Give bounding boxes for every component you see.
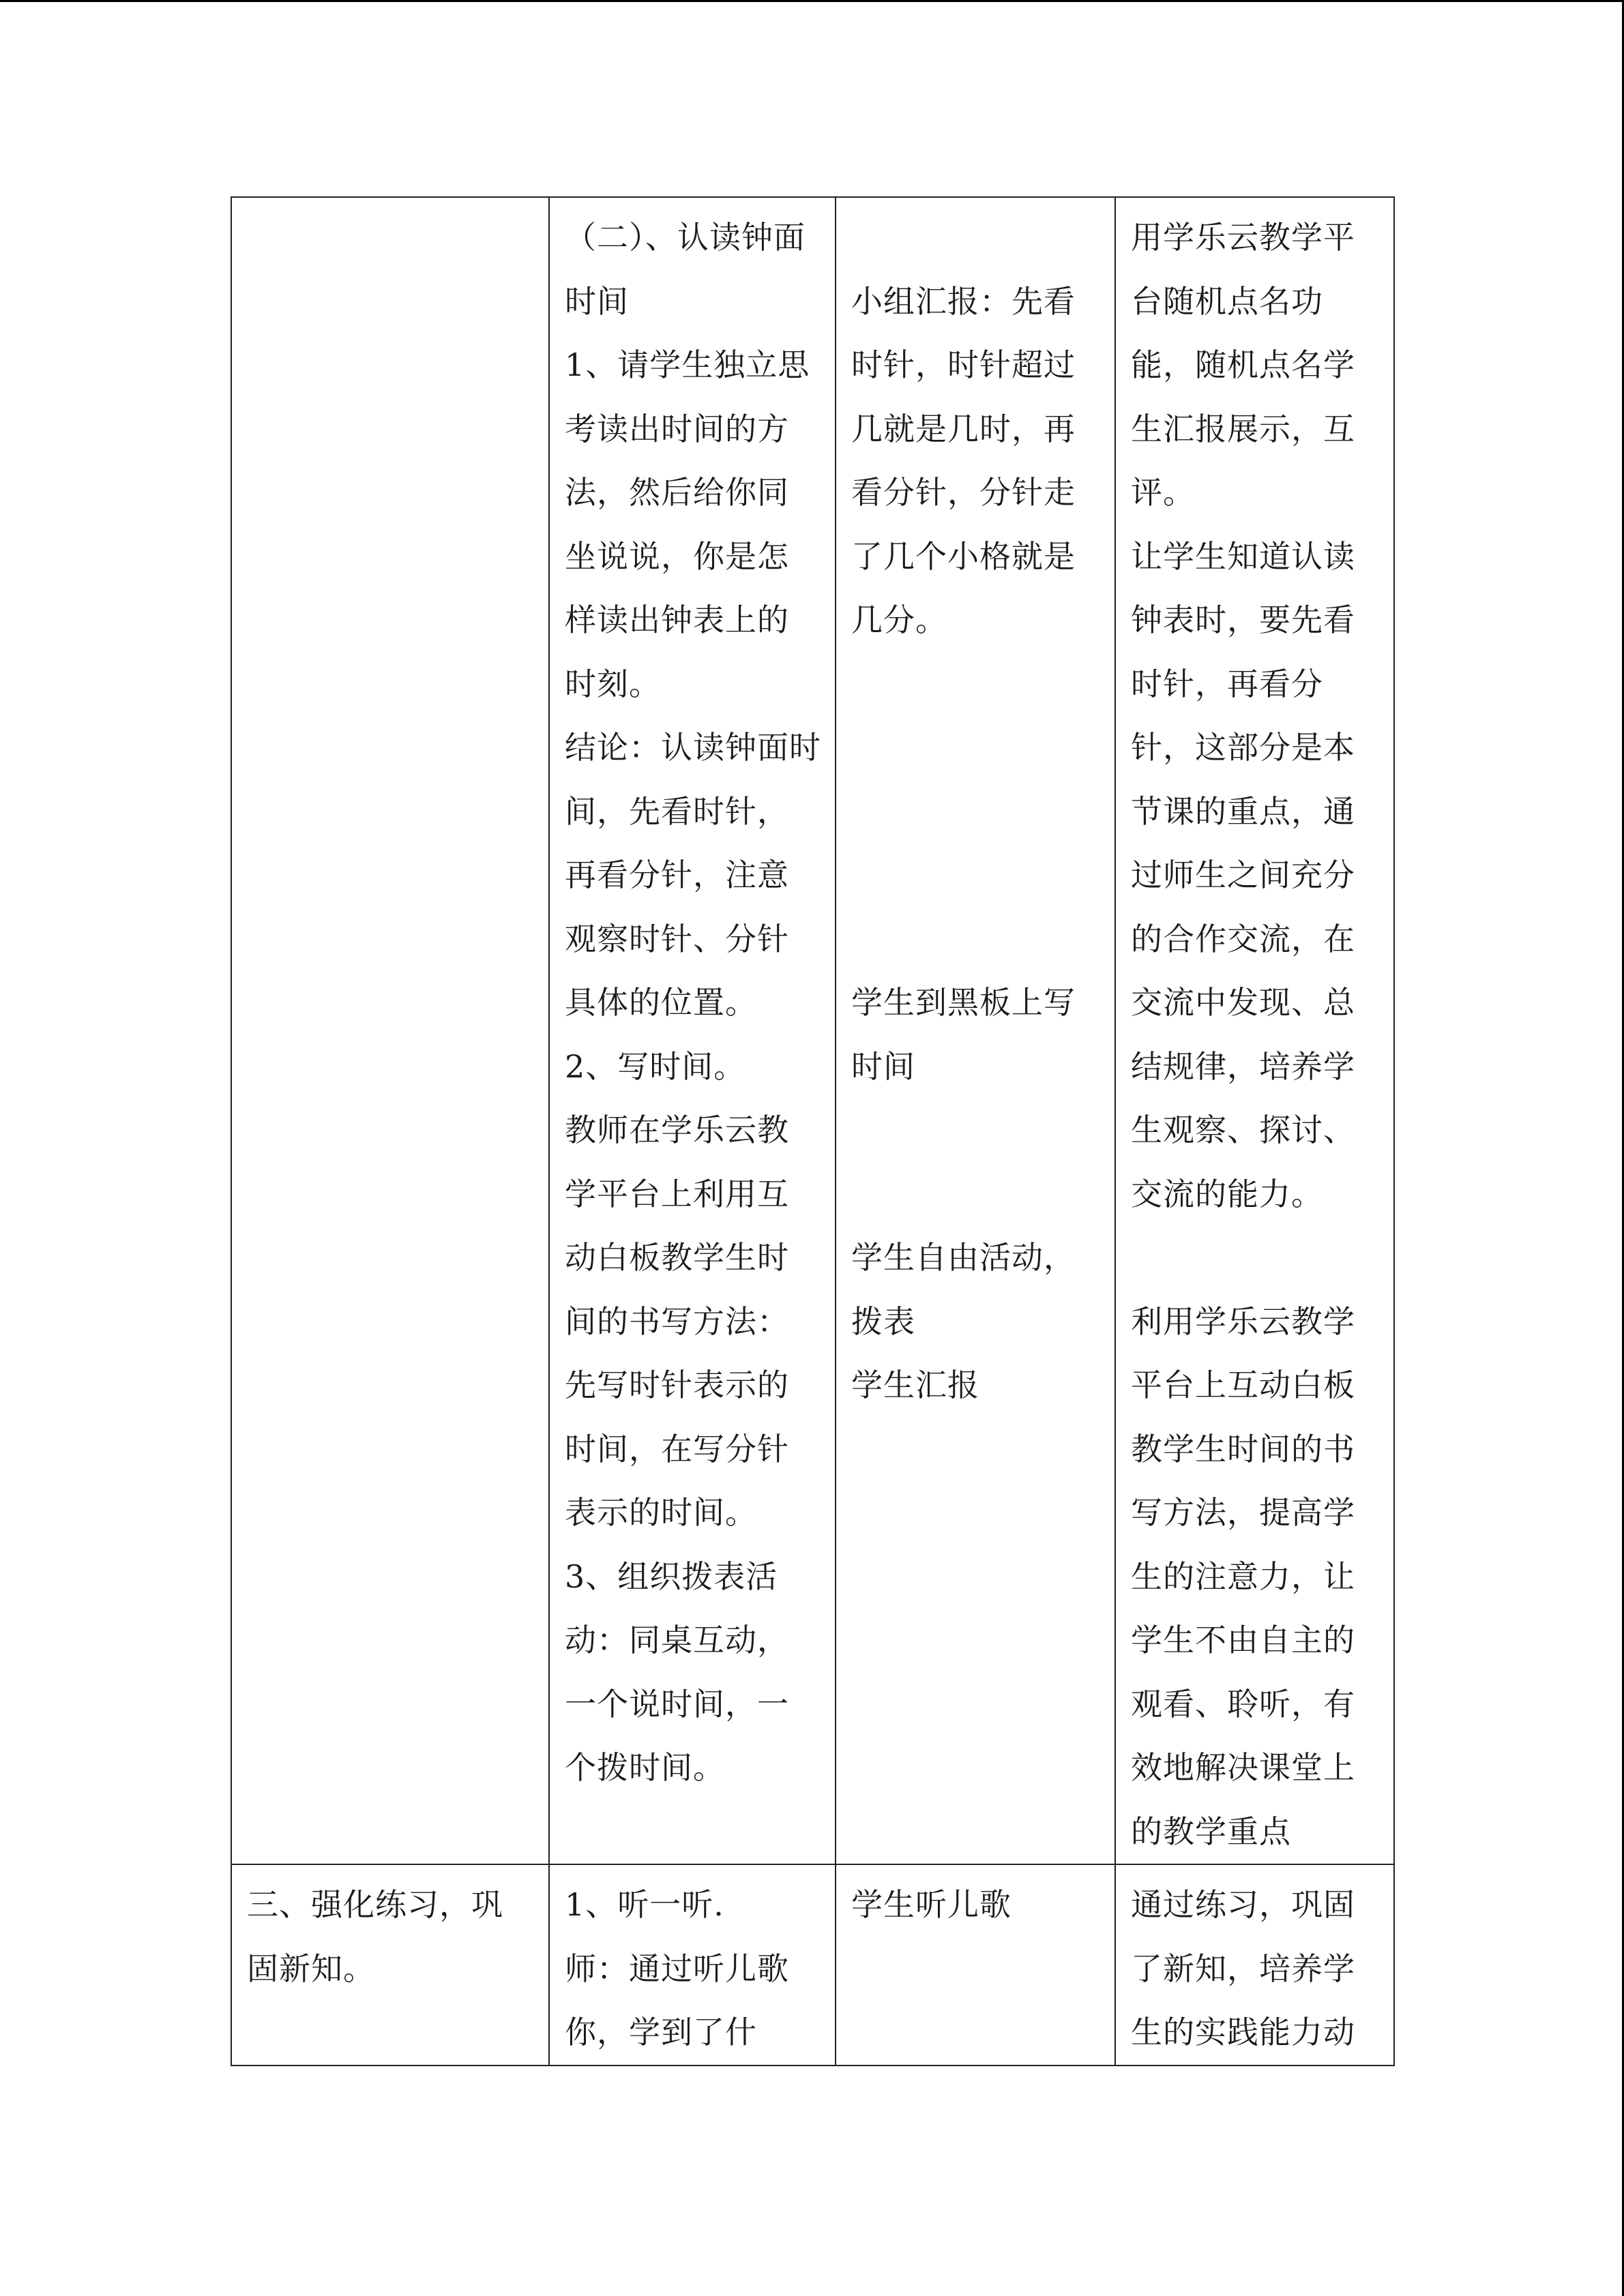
design-intent-cell (1115, 1864, 1394, 2066)
student-activity-text: 小组汇报：先看 时针，时针超过 几就是几时，再 看分针，分针走 了几个小格就是 几分。 学生到黑板上写 时间 学生自由活动， 拨表 学生汇报 (851, 282, 1076, 1403)
teacher-activity-text: 1、听一听. 师：通过听儿歌 你，学到了什 (565, 1886, 789, 2051)
teacher-activity-text: （二）、认读钟面 时间 1、请学生独立思 考读出时间的方 法，然后给你同 坐说说，你是怎 样读出钟表上的 时刻。 结论：认读钟面时 间，先看时针， 再看分针，注意 观察时针、分针 具体的位置。 2、写时间。 教师在学乐云教 学平台上利用互 动白板教学生时 间的书写方法： 先写时针表示的 时间，在写分针 表示的时间。 3、组织拨表活 动：同桌互动， 一个说时间，一 个拨时间。 (565, 219, 821, 1786)
teacher-activity-cell (549, 197, 836, 1864)
student-activity-cell (836, 197, 1115, 1864)
student-activity-text: 学生听儿歌 (851, 1886, 1012, 1923)
design-intent-text: 用学乐云教学平 台随机点名功 能，随机点名学 生汇报展示，互 评。 让学生知道认读 钟表时，要先看 时针，再看分 针，这部分是本 节课的重点，通 过师生之间充分 的合作交流，在 交流中发现、总 结规律，培养学 生观察、探讨、 交流的能力。 利用学乐云教学 平台上互动白板 教学生时间的书 写方法，提高学 生的注意力，让 学生不由自主的 观看、聆听，有 效地解决课堂上 的教学重点 (1131, 219, 1355, 1850)
stage-cell (231, 1864, 549, 2066)
table-row (231, 1864, 1394, 2066)
design-intent-text: 通过练习，巩固 了新知，培养学 生的实践能力动 (1131, 1886, 1355, 2051)
student-activity-cell (836, 1864, 1115, 2066)
teacher-activity-cell (549, 1864, 836, 2066)
stage-text: 三、强化练习，巩 固新知。 (247, 1886, 503, 1987)
stage-cell (231, 197, 549, 1864)
table-row (231, 197, 1394, 1864)
page-border-top (0, 0, 1624, 2)
design-intent-cell (1115, 197, 1394, 1864)
lesson-plan-table (231, 196, 1395, 2066)
